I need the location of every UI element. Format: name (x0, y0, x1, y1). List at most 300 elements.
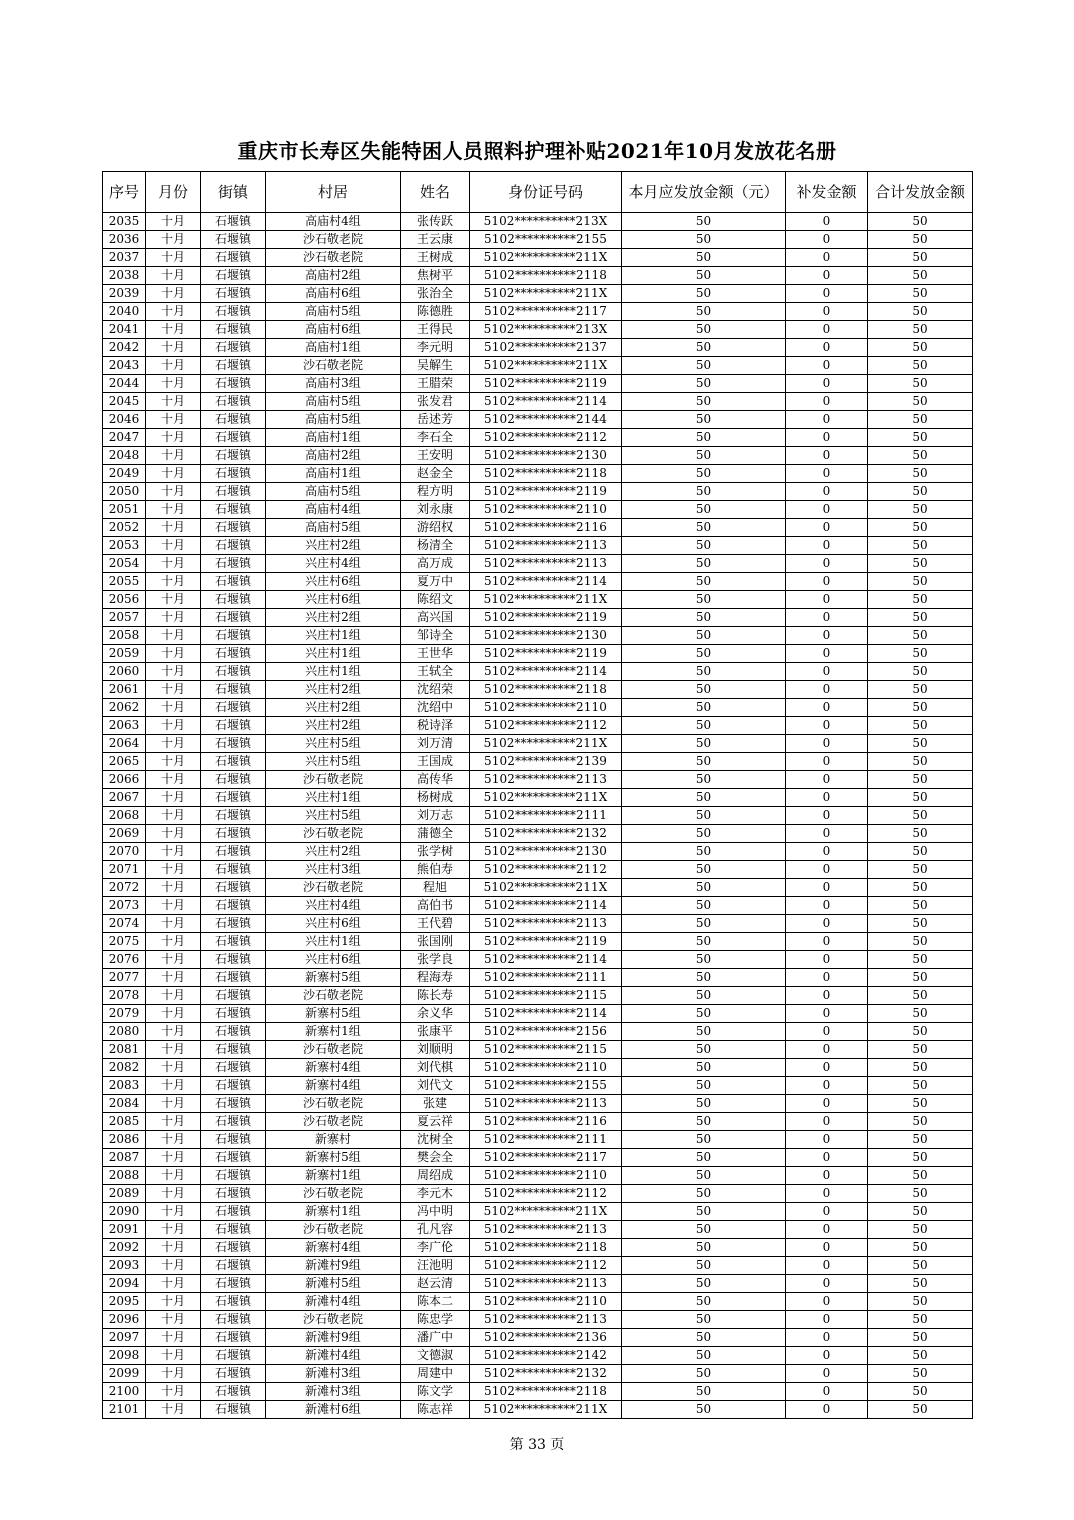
table-row (103, 1293, 973, 1311)
cell-total: 50 (868, 771, 973, 789)
cell-amount-due: 50 (622, 591, 786, 609)
cell-village: 兴庄村2组 (266, 537, 401, 555)
cell-total: 50 (868, 861, 973, 879)
cell-id-number: 5102**********211X (470, 789, 622, 807)
cell-serial: 2066 (103, 771, 146, 789)
table-row (103, 1203, 973, 1221)
cell-back-pay: 0 (786, 1131, 868, 1149)
cell-back-pay: 0 (786, 285, 868, 303)
cell-back-pay: 0 (786, 555, 868, 573)
table-row (103, 1275, 973, 1293)
cell-name: 刘代文 (401, 1077, 470, 1095)
cell-back-pay: 0 (786, 1257, 868, 1275)
cell-id-number: 5102**********2113 (470, 555, 622, 573)
cell-back-pay: 0 (786, 1041, 868, 1059)
cell-serial: 2091 (103, 1221, 146, 1239)
cell-total: 50 (868, 609, 973, 627)
cell-name: 张发君 (401, 393, 470, 411)
cell-back-pay: 0 (786, 447, 868, 465)
cell-amount-due: 50 (622, 1185, 786, 1203)
cell-serial: 2073 (103, 897, 146, 915)
cell-back-pay: 0 (786, 1167, 868, 1185)
cell-id-number: 5102**********2116 (470, 519, 622, 537)
cell-month: 十月 (146, 411, 201, 429)
cell-total: 50 (868, 843, 973, 861)
cell-month: 十月 (146, 1059, 201, 1077)
cell-name: 陈志祥 (401, 1401, 470, 1419)
cell-amount-due: 50 (622, 501, 786, 519)
cell-serial: 2082 (103, 1059, 146, 1077)
cell-town: 石堰镇 (201, 1077, 266, 1095)
cell-town: 石堰镇 (201, 609, 266, 627)
cell-month: 十月 (146, 375, 201, 393)
cell-serial: 2097 (103, 1329, 146, 1347)
table-row (103, 501, 973, 519)
cell-name: 张国刚 (401, 933, 470, 951)
cell-back-pay: 0 (786, 951, 868, 969)
cell-id-number: 5102**********2119 (470, 609, 622, 627)
cell-town: 石堰镇 (201, 303, 266, 321)
cell-amount-due: 50 (622, 1383, 786, 1401)
cell-town: 石堰镇 (201, 807, 266, 825)
cell-back-pay: 0 (786, 231, 868, 249)
cell-id-number: 5102**********2132 (470, 1365, 622, 1383)
table-row (103, 897, 973, 915)
cell-name: 张学树 (401, 843, 470, 861)
cell-back-pay: 0 (786, 879, 868, 897)
cell-id-number: 5102**********2156 (470, 1023, 622, 1041)
cell-back-pay: 0 (786, 933, 868, 951)
cell-village: 高庙村5组 (266, 519, 401, 537)
table-row (103, 987, 973, 1005)
cell-id-number: 5102**********2110 (470, 1167, 622, 1185)
cell-total: 50 (868, 357, 973, 375)
cell-id-number: 5102**********2113 (470, 771, 622, 789)
cell-town: 石堰镇 (201, 591, 266, 609)
cell-month: 十月 (146, 429, 201, 447)
cell-month: 十月 (146, 771, 201, 789)
cell-month: 十月 (146, 1023, 201, 1041)
cell-month: 十月 (146, 1401, 201, 1419)
cell-id-number: 5102**********2111 (470, 1131, 622, 1149)
cell-village: 兴庄村4组 (266, 555, 401, 573)
roster-table (102, 171, 973, 1419)
cell-month: 十月 (146, 1293, 201, 1311)
cell-amount-due: 50 (622, 231, 786, 249)
table-row (103, 861, 973, 879)
cell-name: 游绍权 (401, 519, 470, 537)
cell-serial: 2076 (103, 951, 146, 969)
cell-village: 高庙村1组 (266, 339, 401, 357)
cell-name: 程方明 (401, 483, 470, 501)
cell-month: 十月 (146, 591, 201, 609)
cell-month: 十月 (146, 1221, 201, 1239)
cell-village: 高庙村5组 (266, 303, 401, 321)
cell-month: 十月 (146, 897, 201, 915)
cell-serial: 2038 (103, 267, 146, 285)
cell-amount-due: 50 (622, 213, 786, 231)
cell-total: 50 (868, 1005, 973, 1023)
table-row (103, 753, 973, 771)
cell-amount-due: 50 (622, 519, 786, 537)
cell-amount-due: 50 (622, 609, 786, 627)
cell-amount-due: 50 (622, 807, 786, 825)
cell-month: 十月 (146, 717, 201, 735)
cell-back-pay: 0 (786, 1311, 868, 1329)
cell-total: 50 (868, 1095, 973, 1113)
cell-serial: 2080 (103, 1023, 146, 1041)
table-row (103, 663, 973, 681)
cell-amount-due: 50 (622, 375, 786, 393)
cell-total: 50 (868, 519, 973, 537)
cell-serial: 2043 (103, 357, 146, 375)
cell-total: 50 (868, 339, 973, 357)
cell-village: 兴庄村1组 (266, 627, 401, 645)
cell-month: 十月 (146, 1005, 201, 1023)
cell-village: 高庙村5组 (266, 411, 401, 429)
cell-id-number: 5102**********2113 (470, 1275, 622, 1293)
cell-village: 新寨村5组 (266, 1005, 401, 1023)
cell-name: 李元木 (401, 1185, 470, 1203)
cell-month: 十月 (146, 1257, 201, 1275)
cell-id-number: 5102**********2139 (470, 753, 622, 771)
cell-amount-due: 50 (622, 753, 786, 771)
table-row (103, 609, 973, 627)
cell-amount-due: 50 (622, 699, 786, 717)
table-row (103, 465, 973, 483)
cell-month: 十月 (146, 681, 201, 699)
cell-month: 十月 (146, 933, 201, 951)
cell-total: 50 (868, 807, 973, 825)
cell-village: 兴庄村6组 (266, 951, 401, 969)
cell-amount-due: 50 (622, 1059, 786, 1077)
cell-amount-due: 50 (622, 1149, 786, 1167)
cell-back-pay: 0 (786, 843, 868, 861)
cell-back-pay: 0 (786, 753, 868, 771)
cell-amount-due: 50 (622, 663, 786, 681)
cell-month: 十月 (146, 357, 201, 375)
cell-total: 50 (868, 231, 973, 249)
cell-amount-due: 50 (622, 1401, 786, 1419)
cell-total: 50 (868, 447, 973, 465)
cell-town: 石堰镇 (201, 915, 266, 933)
cell-village: 兴庄村5组 (266, 735, 401, 753)
cell-name: 沈绍荣 (401, 681, 470, 699)
cell-amount-due: 50 (622, 843, 786, 861)
cell-town: 石堰镇 (201, 897, 266, 915)
cell-village: 高庙村4组 (266, 501, 401, 519)
cell-town: 石堰镇 (201, 393, 266, 411)
table-row (103, 1185, 973, 1203)
cell-serial: 2048 (103, 447, 146, 465)
cell-serial: 2094 (103, 1275, 146, 1293)
cell-back-pay: 0 (786, 1239, 868, 1257)
header-amount-due: 本月应发放金额（元） (622, 172, 786, 213)
cell-serial: 2085 (103, 1113, 146, 1131)
cell-back-pay: 0 (786, 789, 868, 807)
cell-village: 沙石敬老院 (266, 1095, 401, 1113)
cell-month: 十月 (146, 465, 201, 483)
table-row (103, 231, 973, 249)
cell-town: 石堰镇 (201, 573, 266, 591)
cell-town: 石堰镇 (201, 321, 266, 339)
cell-back-pay: 0 (786, 267, 868, 285)
cell-id-number: 5102**********2110 (470, 1059, 622, 1077)
cell-month: 十月 (146, 861, 201, 879)
cell-total: 50 (868, 879, 973, 897)
cell-id-number: 5102**********2112 (470, 861, 622, 879)
cell-name: 王世华 (401, 645, 470, 663)
cell-town: 石堰镇 (201, 627, 266, 645)
cell-back-pay: 0 (786, 1149, 868, 1167)
cell-total: 50 (868, 1221, 973, 1239)
header-row (103, 172, 973, 213)
cell-id-number: 5102**********2155 (470, 1077, 622, 1095)
cell-name: 杨清全 (401, 537, 470, 555)
table-row (103, 807, 973, 825)
cell-serial: 2087 (103, 1149, 146, 1167)
cell-back-pay: 0 (786, 1275, 868, 1293)
cell-month: 十月 (146, 987, 201, 1005)
cell-village: 高庙村3组 (266, 375, 401, 393)
cell-amount-due: 50 (622, 267, 786, 285)
cell-village: 新寨村4组 (266, 1059, 401, 1077)
cell-name: 王代碧 (401, 915, 470, 933)
cell-total: 50 (868, 1239, 973, 1257)
cell-id-number: 5102**********211X (470, 1401, 622, 1419)
cell-village: 兴庄村1组 (266, 663, 401, 681)
cell-amount-due: 50 (622, 1095, 786, 1113)
cell-village: 高庙村5组 (266, 483, 401, 501)
cell-name: 岳述芳 (401, 411, 470, 429)
cell-name: 熊伯寿 (401, 861, 470, 879)
cell-serial: 2101 (103, 1401, 146, 1419)
cell-total: 50 (868, 1059, 973, 1077)
cell-serial: 2037 (103, 249, 146, 267)
cell-total: 50 (868, 897, 973, 915)
cell-amount-due: 50 (622, 537, 786, 555)
table-row (103, 1347, 973, 1365)
cell-town: 石堰镇 (201, 879, 266, 897)
cell-id-number: 5102**********2116 (470, 1113, 622, 1131)
cell-id-number: 5102**********2132 (470, 825, 622, 843)
cell-village: 新滩村9组 (266, 1329, 401, 1347)
cell-month: 十月 (146, 735, 201, 753)
table-row (103, 519, 973, 537)
cell-village: 沙石敬老院 (266, 1185, 401, 1203)
cell-town: 石堰镇 (201, 357, 266, 375)
cell-amount-due: 50 (622, 627, 786, 645)
cell-amount-due: 50 (622, 915, 786, 933)
cell-total: 50 (868, 645, 973, 663)
cell-name: 张传跃 (401, 213, 470, 231)
cell-serial: 2062 (103, 699, 146, 717)
cell-name: 张治全 (401, 285, 470, 303)
cell-back-pay: 0 (786, 681, 868, 699)
cell-total: 50 (868, 969, 973, 987)
cell-id-number: 5102**********2111 (470, 807, 622, 825)
cell-serial: 2047 (103, 429, 146, 447)
cell-month: 十月 (146, 267, 201, 285)
cell-id-number: 5102**********2119 (470, 375, 622, 393)
table-row (103, 393, 973, 411)
cell-town: 石堰镇 (201, 987, 266, 1005)
cell-id-number: 5102**********211X (470, 735, 622, 753)
cell-total: 50 (868, 663, 973, 681)
cell-month: 十月 (146, 519, 201, 537)
cell-town: 石堰镇 (201, 285, 266, 303)
cell-amount-due: 50 (622, 465, 786, 483)
table-row (103, 951, 973, 969)
cell-back-pay: 0 (786, 1095, 868, 1113)
cell-total: 50 (868, 681, 973, 699)
cell-month: 十月 (146, 1365, 201, 1383)
cell-amount-due: 50 (622, 987, 786, 1005)
cell-serial: 2064 (103, 735, 146, 753)
cell-town: 石堰镇 (201, 447, 266, 465)
cell-id-number: 5102**********2136 (470, 1329, 622, 1347)
cell-village: 沙石敬老院 (266, 1311, 401, 1329)
cell-village: 新滩村4组 (266, 1293, 401, 1311)
cell-month: 十月 (146, 627, 201, 645)
cell-total: 50 (868, 1041, 973, 1059)
cell-back-pay: 0 (786, 1221, 868, 1239)
cell-amount-due: 50 (622, 357, 786, 375)
cell-total: 50 (868, 1131, 973, 1149)
cell-village: 沙石敬老院 (266, 771, 401, 789)
cell-village: 新滩村9组 (266, 1257, 401, 1275)
cell-serial: 2063 (103, 717, 146, 735)
cell-serial: 2071 (103, 861, 146, 879)
cell-total: 50 (868, 411, 973, 429)
cell-town: 石堰镇 (201, 1149, 266, 1167)
cell-amount-due: 50 (622, 951, 786, 969)
cell-serial: 2077 (103, 969, 146, 987)
table-row (103, 573, 973, 591)
table-row (103, 537, 973, 555)
cell-name: 陈本二 (401, 1293, 470, 1311)
cell-name: 陈忠学 (401, 1311, 470, 1329)
cell-town: 石堰镇 (201, 1401, 266, 1419)
cell-month: 十月 (146, 447, 201, 465)
cell-amount-due: 50 (622, 1113, 786, 1131)
cell-back-pay: 0 (786, 735, 868, 753)
cell-village: 高庙村6组 (266, 285, 401, 303)
cell-amount-due: 50 (622, 1311, 786, 1329)
cell-total: 50 (868, 303, 973, 321)
cell-amount-due: 50 (622, 1131, 786, 1149)
cell-name: 吴解生 (401, 357, 470, 375)
cell-town: 石堰镇 (201, 1311, 266, 1329)
header-back-pay: 补发金额 (786, 172, 868, 213)
cell-town: 石堰镇 (201, 933, 266, 951)
cell-town: 石堰镇 (201, 1329, 266, 1347)
table-row (103, 1401, 973, 1419)
cell-village: 新寨村1组 (266, 1167, 401, 1185)
table-row (103, 267, 973, 285)
cell-id-number: 5102**********211X (470, 879, 622, 897)
cell-town: 石堰镇 (201, 699, 266, 717)
cell-town: 石堰镇 (201, 1203, 266, 1221)
cell-name: 高传华 (401, 771, 470, 789)
cell-total: 50 (868, 249, 973, 267)
cell-name: 陈德胜 (401, 303, 470, 321)
cell-serial: 2040 (103, 303, 146, 321)
cell-amount-due: 50 (622, 717, 786, 735)
cell-serial: 2093 (103, 1257, 146, 1275)
cell-amount-due: 50 (622, 1293, 786, 1311)
cell-month: 十月 (146, 231, 201, 249)
cell-name: 刘顺明 (401, 1041, 470, 1059)
table-row (103, 1167, 973, 1185)
cell-id-number: 5102**********211X (470, 1203, 622, 1221)
table-row (103, 843, 973, 861)
table-row (103, 357, 973, 375)
cell-serial: 2055 (103, 573, 146, 591)
cell-amount-due: 50 (622, 1275, 786, 1293)
cell-name: 余义华 (401, 1005, 470, 1023)
cell-serial: 2057 (103, 609, 146, 627)
cell-village: 新滩村4组 (266, 1347, 401, 1365)
cell-amount-due: 50 (622, 411, 786, 429)
cell-total: 50 (868, 483, 973, 501)
roster-body (103, 213, 973, 1419)
cell-id-number: 5102**********2114 (470, 1005, 622, 1023)
cell-id-number: 5102**********2115 (470, 987, 622, 1005)
cell-back-pay: 0 (786, 1401, 868, 1419)
cell-id-number: 5102**********2114 (470, 663, 622, 681)
cell-month: 十月 (146, 1383, 201, 1401)
table-row (103, 555, 973, 573)
header-month: 月份 (146, 172, 201, 213)
cell-amount-due: 50 (622, 1041, 786, 1059)
cell-name: 税诗泽 (401, 717, 470, 735)
cell-back-pay: 0 (786, 861, 868, 879)
cell-town: 石堰镇 (201, 555, 266, 573)
cell-amount-due: 50 (622, 771, 786, 789)
cell-serial: 2044 (103, 375, 146, 393)
cell-village: 沙石敬老院 (266, 987, 401, 1005)
cell-name: 刘代棋 (401, 1059, 470, 1077)
cell-village: 兴庄村5组 (266, 753, 401, 771)
header-town: 街镇 (201, 172, 266, 213)
cell-back-pay: 0 (786, 429, 868, 447)
cell-amount-due: 50 (622, 897, 786, 915)
cell-month: 十月 (146, 1185, 201, 1203)
cell-serial: 2079 (103, 1005, 146, 1023)
cell-serial: 2058 (103, 627, 146, 645)
cell-back-pay: 0 (786, 771, 868, 789)
cell-amount-due: 50 (622, 1023, 786, 1041)
cell-back-pay: 0 (786, 519, 868, 537)
cell-month: 十月 (146, 951, 201, 969)
cell-town: 石堰镇 (201, 231, 266, 249)
cell-amount-due: 50 (622, 789, 786, 807)
cell-village: 新寨村 (266, 1131, 401, 1149)
cell-name: 赵金全 (401, 465, 470, 483)
cell-name: 孔凡容 (401, 1221, 470, 1239)
cell-village: 新寨村4组 (266, 1077, 401, 1095)
cell-id-number: 5102**********2117 (470, 303, 622, 321)
cell-amount-due: 50 (622, 249, 786, 267)
cell-town: 石堰镇 (201, 1167, 266, 1185)
cell-town: 石堰镇 (201, 1185, 266, 1203)
table-row (103, 591, 973, 609)
cell-serial: 2069 (103, 825, 146, 843)
cell-village: 沙石敬老院 (266, 1113, 401, 1131)
cell-month: 十月 (146, 1329, 201, 1347)
cell-month: 十月 (146, 609, 201, 627)
